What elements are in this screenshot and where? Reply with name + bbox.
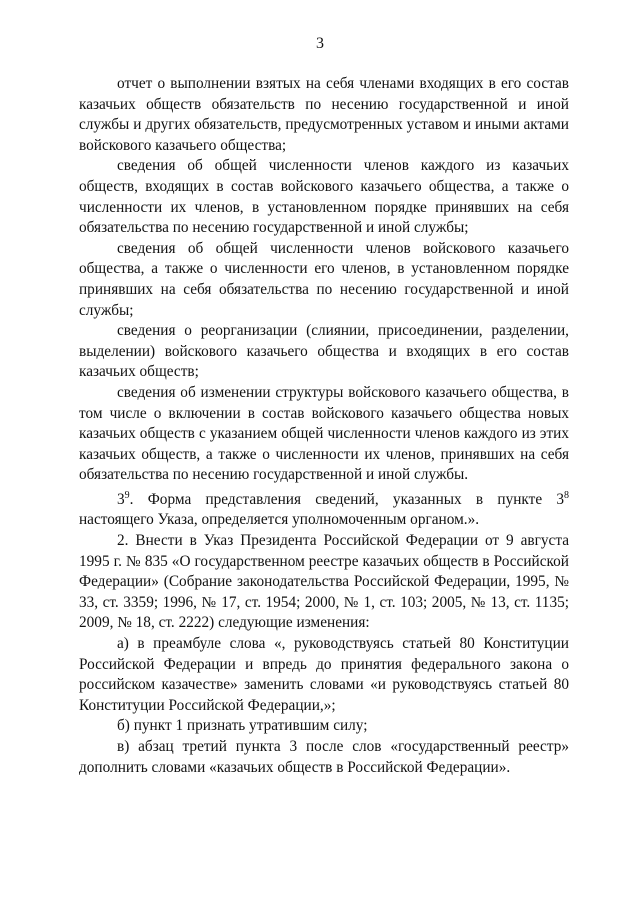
paragraph-subitem-b: б) пункт 1 признать утратившим силу; (117, 717, 368, 735)
reference-superscript: 8 (564, 489, 569, 501)
item-text-part-a: . Форма представления сведений, указанных в пункте 3 (129, 490, 564, 508)
paragraph-subitem-a: а) в преамбуле слова «, руководствуясь статьей 80 Конституции Российской Федерации и впредь до принятия федерального закона о российском казачестве» заменить словами «и руководствуясь статьей 80 Конституции Российской Федерации,»; (79, 635, 569, 714)
paragraph-amend-decree: 2. Внести в Указ Президента Российской Федерации от 9 августа 1995 г. № 835 «О государственном реестре казачьих обществ в Российской Федерации» (Собрание законодательства Российской Федерации, 1995, № 33, ст. 3359; 1996, № 17, ст. 1954; 2000, № 1, ст. 103; 2005, № 13, ст. 1135; 2009, № 18, ст. 2222) следующие изменения: (79, 532, 569, 632)
paragraph-reorganization: сведения о реорганизации (слиянии, присоединении, разделении, выделении) войскового казачьего общества и входящих в его состав казачьих обществ; (79, 322, 569, 381)
paragraph-societies-count: сведения об общей численности членов каждого из казачьих обществ, входящих в состав войскового казачьего общества, а также о численности их членов, в установленном порядке принявших на себя обязательства по несению государственной и иной службы; (79, 157, 569, 237)
item-number-superscript: 9 (124, 489, 130, 501)
item-number: 3 (117, 490, 125, 508)
paragraph-item-3-9 (79, 490, 569, 531)
paragraph-members-count: сведения об общей численности членов войскового казачьего общества, а также о численности его членов, в установленном порядке принявших на себя обязательства по несению государственной и иной службы; (79, 239, 569, 319)
document-body (79, 74, 569, 778)
paragraph-subitem-v: в) абзац третий пункта 3 после слов «государственный реестр» дополнить словами «казачьих обществ в Российской Федерации». (79, 738, 569, 776)
paragraph-structure-change: сведения об изменении структуры войскового казачьего общества, в том числе о включении в состав войскового казачьего общества новых казачьих обществ с указанием общей численности членов каждого из этих казачьих обществ, а также о численности их членов, принявших на себя обязательства по несению государственной и иной службы. (79, 383, 569, 484)
item-text-part-b: настоящего Указа, определяется уполномоченным органом.». (79, 511, 480, 529)
page-number: 3 (316, 35, 324, 52)
paragraph-report: отчет о выполнении взятых на себя членами входящих в его состав казачьих обществ обязательств по несению государственной и иной службы и других обязательств, предусмотренных уставом и иными актами войскового казачьего общества; (79, 75, 569, 154)
